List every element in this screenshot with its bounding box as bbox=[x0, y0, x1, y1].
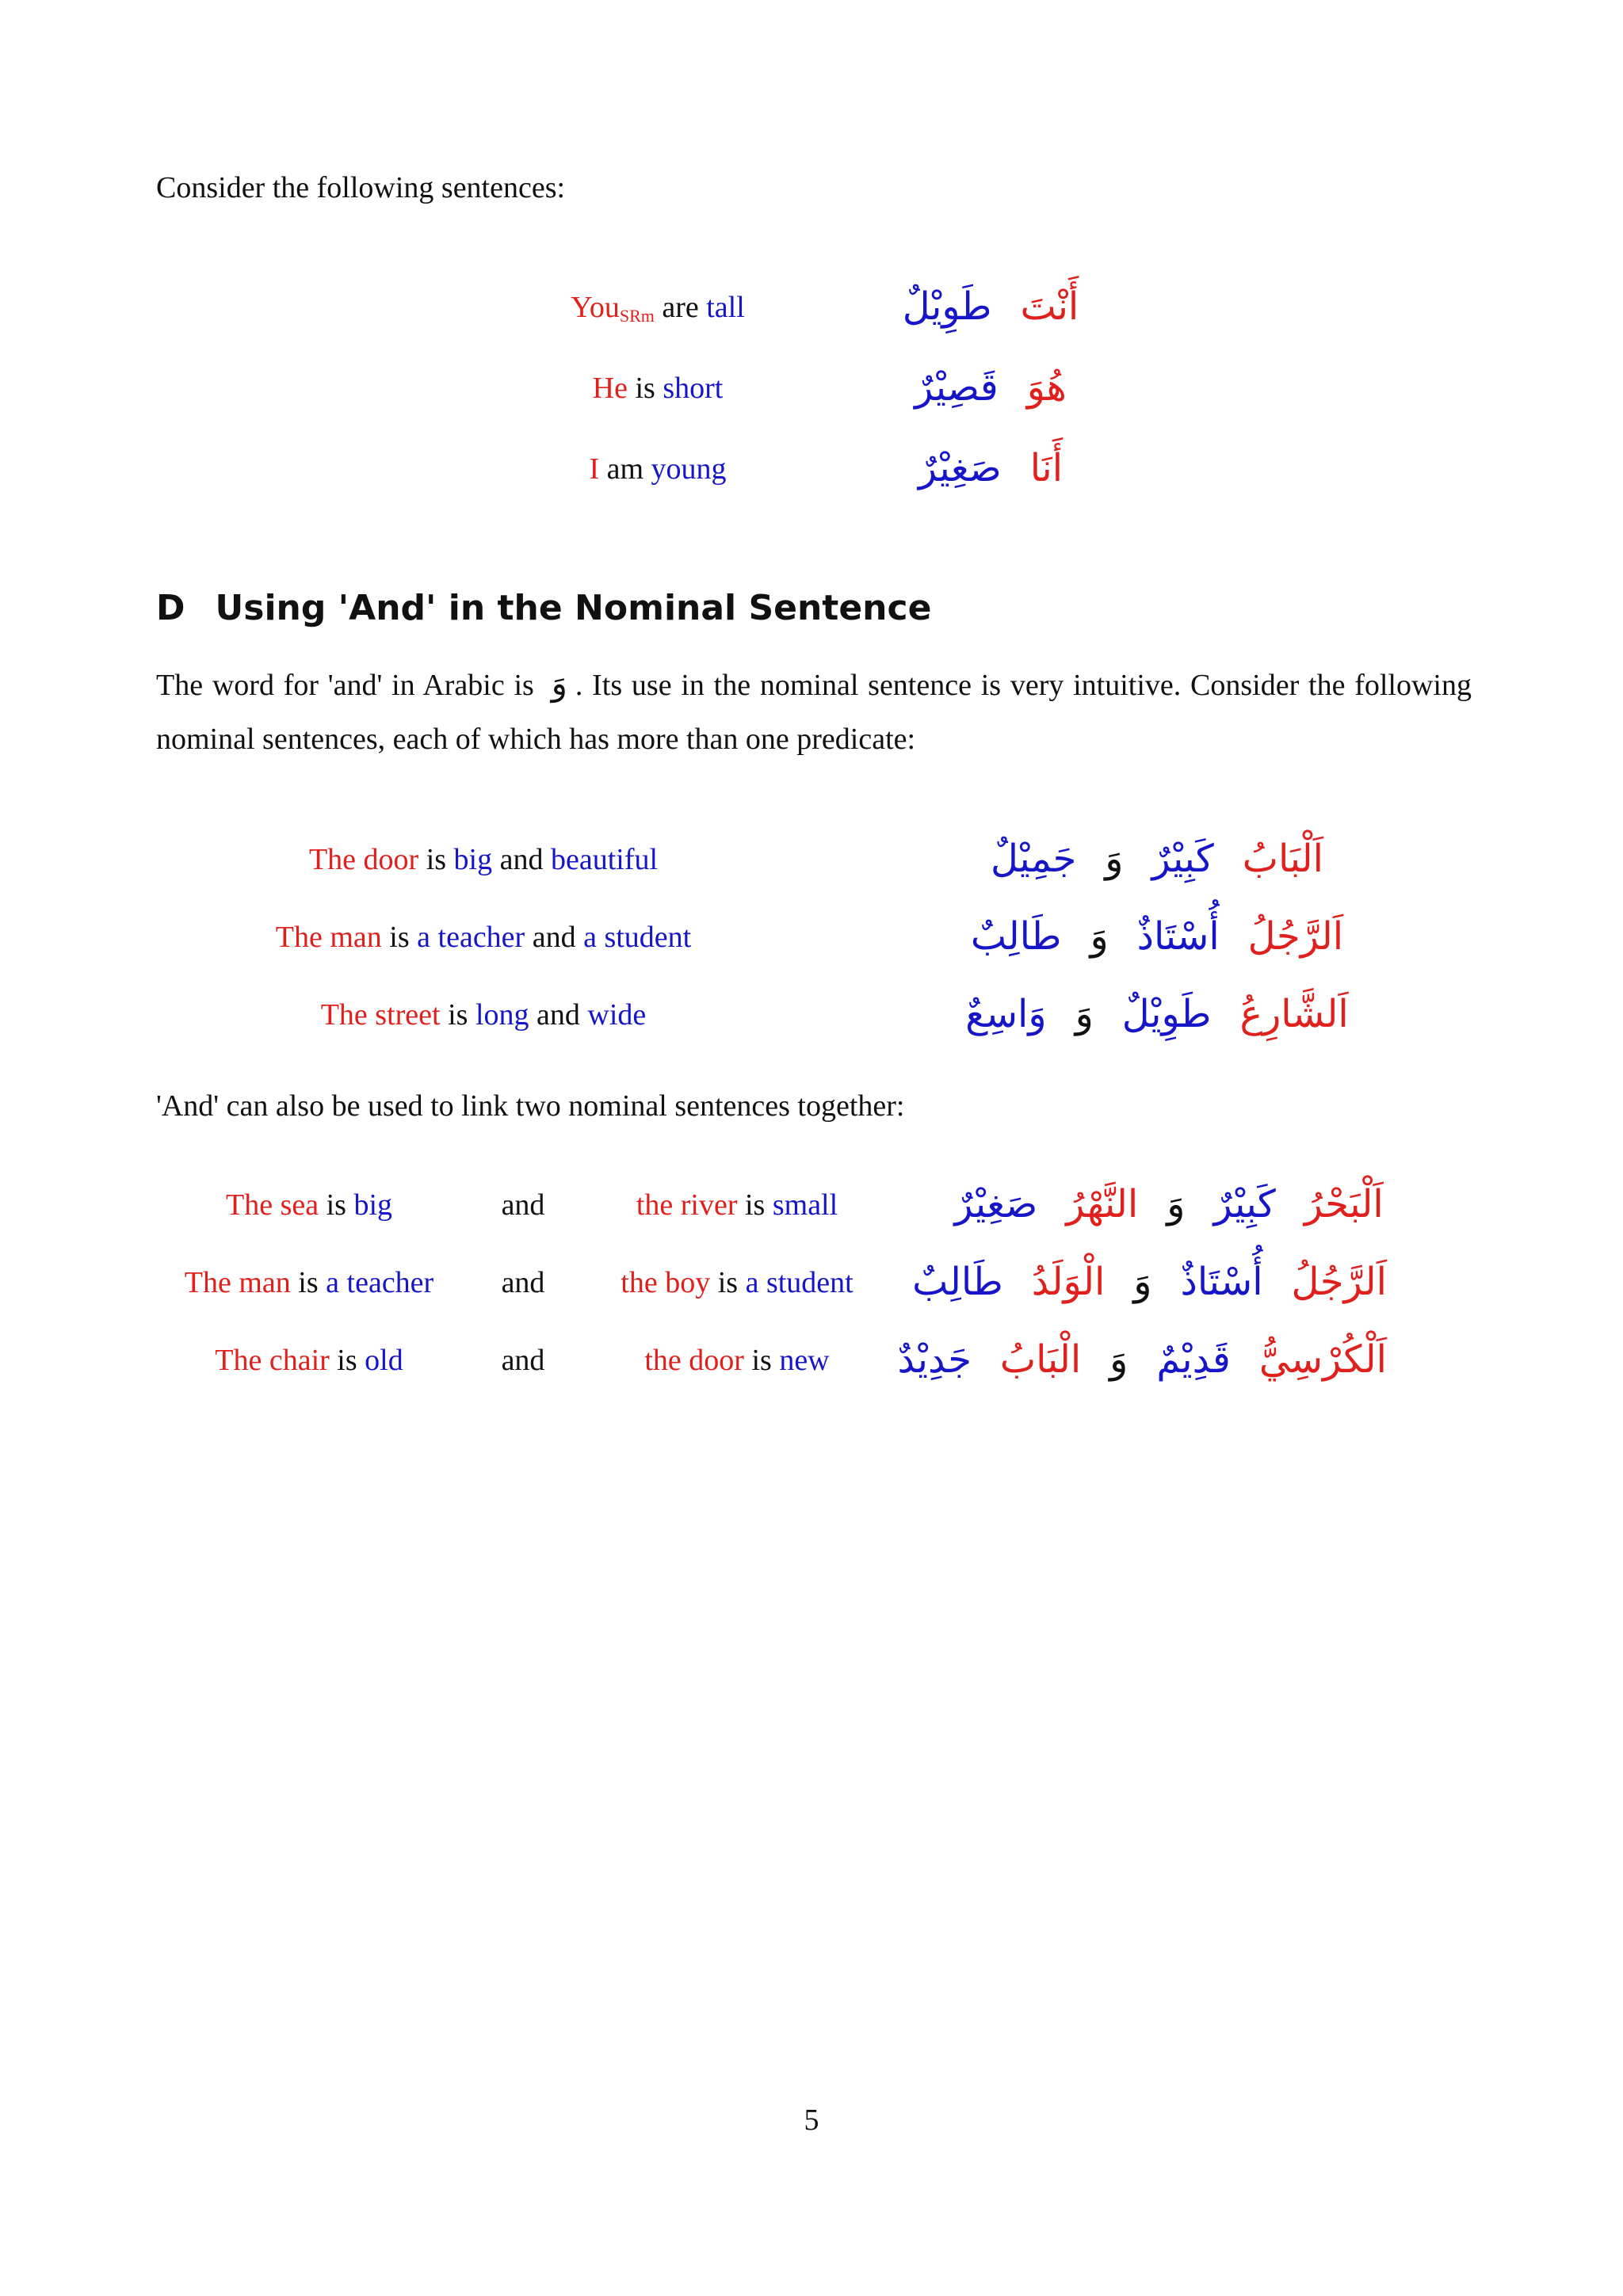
arabic-and-word: وَ bbox=[551, 666, 567, 703]
word-gap bbox=[1231, 1339, 1259, 1381]
word-gap bbox=[1109, 916, 1137, 958]
connector-word: and bbox=[525, 921, 584, 954]
arabic-word: وَ bbox=[1090, 916, 1109, 958]
arabic-word: قَصِيْرٌ bbox=[915, 367, 999, 409]
arabic-word: النَّهْرُ bbox=[1066, 1184, 1139, 1226]
word-gap bbox=[972, 1339, 1000, 1381]
word-gap bbox=[1105, 1261, 1133, 1303]
section-letter: D bbox=[156, 588, 185, 628]
connector-word: and bbox=[529, 998, 588, 1032]
arabic-sentence bbox=[872, 280, 1109, 335]
connector-word: is bbox=[627, 372, 663, 405]
connector-word: am bbox=[599, 452, 651, 486]
arabic-sentence bbox=[935, 910, 1379, 965]
predicate-word: big bbox=[453, 843, 493, 876]
arabic-word: وَ bbox=[1167, 1184, 1186, 1226]
and-explanation-paragraph bbox=[156, 658, 1472, 766]
linking-paragraph: 'And' can also be used to link two nominal sentences together: bbox=[156, 1089, 905, 1123]
word-gap bbox=[1138, 1184, 1167, 1226]
arabic-word: الْوَلَدُ bbox=[1031, 1261, 1106, 1303]
english-sentence bbox=[222, 987, 745, 1043]
left-sentence bbox=[151, 1333, 468, 1388]
subject-word: The street bbox=[320, 998, 441, 1032]
arabic-word: قَدِيْمٌ bbox=[1156, 1339, 1231, 1381]
word-gap bbox=[1128, 1339, 1156, 1381]
arabic-sentence bbox=[872, 441, 1109, 497]
arabic-sentence bbox=[897, 1333, 1387, 1388]
connector-word: is bbox=[710, 1266, 746, 1299]
english-sentence bbox=[222, 832, 745, 887]
word-gap bbox=[1061, 916, 1090, 958]
word-gap bbox=[1185, 1184, 1213, 1226]
arabic-word: أُسْتَاذٌ bbox=[1180, 1261, 1263, 1303]
arabic-sentence bbox=[935, 987, 1379, 1043]
word-gap bbox=[1276, 1184, 1304, 1226]
arabic-word: اَلرَّجُلُ bbox=[1247, 916, 1344, 958]
arabic-word: جَدِيْدٌ bbox=[897, 1339, 972, 1381]
arabic-sentence bbox=[912, 1255, 1387, 1310]
pronoun-sentence-row bbox=[475, 280, 1109, 335]
subject-word: The sea bbox=[225, 1188, 319, 1222]
connector-word: are bbox=[654, 291, 707, 324]
subject-word: the river bbox=[636, 1188, 738, 1222]
arabic-word: أُسْتَاذٌ bbox=[1136, 916, 1220, 958]
predicate-word: big bbox=[353, 1188, 393, 1222]
multi-predicate-row bbox=[222, 910, 1379, 965]
subject-word: The man bbox=[184, 1266, 291, 1299]
english-sentence bbox=[475, 441, 840, 497]
predicate-word: a student bbox=[745, 1266, 854, 1299]
predicate-word: long bbox=[475, 998, 529, 1032]
arabic-word: وَاسِعٌ bbox=[965, 994, 1047, 1035]
arabic-word: كَبِيْرٌ bbox=[1213, 1184, 1276, 1226]
word-gap bbox=[1094, 994, 1122, 1035]
section-heading bbox=[156, 588, 931, 628]
subject-word: You bbox=[571, 291, 620, 324]
word-gap bbox=[1002, 448, 1030, 490]
connector-word: is bbox=[329, 1344, 365, 1377]
arabic-word: الْبَابُ bbox=[999, 1339, 1082, 1381]
word-gap bbox=[991, 286, 1020, 328]
predicate-word: old bbox=[365, 1344, 403, 1377]
connector-word: and bbox=[492, 843, 551, 876]
connector-word: is bbox=[440, 998, 475, 1032]
predicate-word: short bbox=[663, 372, 724, 405]
subject-word: I bbox=[589, 452, 600, 486]
subject-word: He bbox=[592, 372, 628, 405]
arabic-word: جَمِيْلٌ bbox=[990, 838, 1077, 880]
arabic-word: طَالِبٌ bbox=[970, 916, 1062, 958]
subject-word: the boy bbox=[621, 1266, 711, 1299]
left-sentence bbox=[151, 1177, 468, 1233]
section-title: Using 'And' in the Nominal Sentence bbox=[215, 588, 932, 628]
arabic-word: أَنْتَ bbox=[1020, 286, 1079, 328]
word-gap bbox=[1047, 994, 1075, 1035]
english-sentence bbox=[475, 280, 840, 344]
word-gap bbox=[1003, 1261, 1032, 1303]
right-sentence bbox=[579, 1333, 896, 1388]
word-gap bbox=[1211, 994, 1239, 1035]
arabic-word: وَ bbox=[1109, 1339, 1128, 1381]
subject-word: The door bbox=[308, 843, 419, 876]
subject-word: The chair bbox=[215, 1344, 330, 1377]
subject-word: the door bbox=[644, 1344, 744, 1377]
arabic-word: هُوَ bbox=[1026, 367, 1067, 409]
word-gap bbox=[1220, 916, 1248, 958]
connector-word: is bbox=[737, 1188, 773, 1222]
arabic-word: طَالِبٌ bbox=[912, 1261, 1003, 1303]
arabic-word: اَلشَّارِعُ bbox=[1239, 994, 1349, 1035]
english-sentence bbox=[222, 910, 745, 965]
subject-word: SRm bbox=[619, 306, 655, 326]
word-gap bbox=[1037, 1184, 1066, 1226]
predicate-word: a teacher bbox=[326, 1266, 434, 1299]
and-word: and bbox=[501, 1266, 545, 1299]
word-gap bbox=[1123, 838, 1151, 880]
linked-sentence-row bbox=[151, 1255, 1387, 1310]
arabic-word: اَلْبَحْرُ bbox=[1304, 1184, 1384, 1226]
subject-word: The man bbox=[275, 921, 382, 954]
word-gap bbox=[1151, 1261, 1180, 1303]
connector-word: is bbox=[290, 1266, 327, 1299]
word-gap bbox=[1076, 838, 1105, 880]
arabic-word: صَغِيْرٌ bbox=[954, 1184, 1038, 1226]
intro-paragraph: Consider the following sentences: bbox=[156, 171, 566, 204]
english-sentence bbox=[475, 360, 840, 416]
pronoun-sentence-row bbox=[475, 441, 1109, 497]
arabic-word: اَلْكُرْسِيُّ bbox=[1258, 1339, 1387, 1381]
predicate-word: a teacher bbox=[417, 921, 525, 954]
arabic-word: أَنَا bbox=[1029, 448, 1064, 490]
predicate-word: tall bbox=[706, 291, 745, 324]
arabic-word: طَوِيْلٌ bbox=[1121, 994, 1212, 1035]
pronoun-sentence-row bbox=[475, 360, 1109, 416]
right-sentence bbox=[579, 1177, 896, 1233]
arabic-word: اَلرَّجُلُ bbox=[1291, 1261, 1387, 1303]
predicate-word: young bbox=[651, 452, 727, 486]
multi-predicate-row bbox=[222, 832, 1379, 887]
arabic-word: اَلْبَابُ bbox=[1242, 838, 1324, 880]
and-word: and bbox=[501, 1344, 545, 1377]
connector-word: is bbox=[743, 1344, 780, 1377]
predicate-word: a student bbox=[583, 921, 692, 954]
left-sentence bbox=[151, 1255, 468, 1310]
and-word: and bbox=[501, 1188, 545, 1222]
arabic-word: وَ bbox=[1133, 1261, 1152, 1303]
word-gap bbox=[999, 367, 1027, 409]
arabic-word: طَوِيْلٌ bbox=[902, 286, 992, 328]
arabic-sentence bbox=[951, 1177, 1387, 1233]
predicate-word: new bbox=[779, 1344, 830, 1377]
word-gap bbox=[1263, 1261, 1292, 1303]
page-number: 5 bbox=[804, 2103, 819, 2137]
right-sentence bbox=[579, 1255, 896, 1310]
arabic-word: صَغِيْرٌ bbox=[918, 448, 1002, 490]
linked-sentence-row bbox=[151, 1333, 1387, 1388]
predicate-word: small bbox=[772, 1188, 838, 1222]
arabic-sentence bbox=[872, 360, 1109, 416]
multi-predicate-row bbox=[222, 987, 1379, 1043]
paragraph-text: The word for 'and' in Arabic is bbox=[156, 669, 534, 702]
predicate-word: beautiful bbox=[550, 843, 659, 876]
arabic-word: وَ bbox=[1105, 838, 1124, 880]
linked-sentence-row bbox=[151, 1177, 1387, 1233]
connector-word: is bbox=[381, 921, 418, 954]
arabic-word: وَ bbox=[1075, 994, 1094, 1035]
word-gap bbox=[1214, 838, 1243, 880]
word-gap bbox=[1081, 1339, 1109, 1381]
arabic-sentence bbox=[935, 832, 1379, 887]
paragraph-text: . Its use in the nominal sentence is very intuitive. Consider the following nominal sentences, each of which has more than one predicate: bbox=[156, 669, 1472, 756]
predicate-word: wide bbox=[587, 998, 647, 1032]
connector-word: is bbox=[319, 1188, 354, 1222]
arabic-word: كَبِيْرٌ bbox=[1151, 838, 1214, 880]
connector-word: is bbox=[418, 843, 454, 876]
